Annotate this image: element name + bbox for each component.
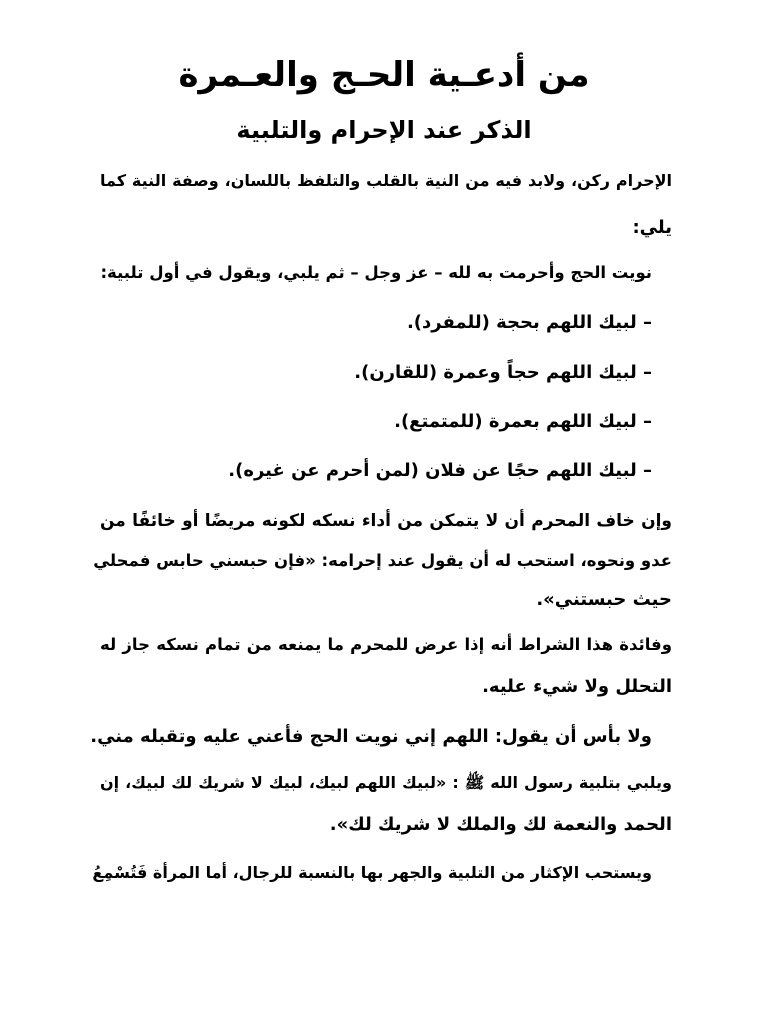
paragraph-line: وإن خاف المحرم أن لا يتمكن من أداء نسكه لكونه مريضًا أو خائفًا من	[100, 511, 672, 531]
list-item: – لبيك اللهم بحجة (للمفرد).	[406, 312, 652, 333]
paragraph-line: حيث حبستني».	[536, 589, 672, 610]
paragraph-line: وفائدة هذا الشراط أنه إذا عرض للمحرم ما يمنعه من تمام نسكه جاز له	[100, 635, 672, 654]
paragraph-line: ويلبي بتلبية رسول الله ﷺ : «لبيك اللهم لبيك، لبيك لا شريك لك لبيك، إن	[100, 773, 672, 792]
paragraph-line: يلي:	[632, 217, 672, 238]
paragraph-line: ويستحب الإكثار من التلبية والجهر بها بالنسبة للرجال، أما المرأة فَتُسْمِعُ	[92, 863, 652, 882]
list-item: – لبيك اللهم حجًا عن فلان (لمن أحرم عن غيره).	[228, 460, 652, 481]
section-heading: الذكر عند الإحرام والتلبية	[236, 116, 532, 144]
list-item: – لبيك اللهم بعمرة (للمتمتع).	[394, 411, 652, 432]
document-title: من أدعـية الحـج والعـمرة	[178, 55, 590, 95]
paragraph-line: ولا بأس أن يقول: اللهم إني نويت الحج فأعني عليه وتقبله مني.	[90, 726, 652, 747]
paragraph-line: الإحرام ركن، ولابد فيه من النية بالقلب والتلفظ باللسان، وصفة النية كما	[100, 171, 672, 190]
list-item: – لبيك اللهم حجاً وعمرة (للقارن).	[354, 362, 652, 383]
paragraph-line: الحمد والنعمة لك والملك لا شريك لك».	[329, 814, 672, 835]
paragraph-line: نويت الحج وأحرمت به لله – عز وجل – ثم يلبي، ويقول في أول تلبية:	[100, 263, 652, 282]
paragraph-line: عدو ونحوه، استحب له أن يقول عند إحرامه: «فإن حبسني حابس فمحلي	[93, 551, 672, 570]
paragraph-line: التحلل ولا شيء عليه.	[482, 676, 672, 697]
